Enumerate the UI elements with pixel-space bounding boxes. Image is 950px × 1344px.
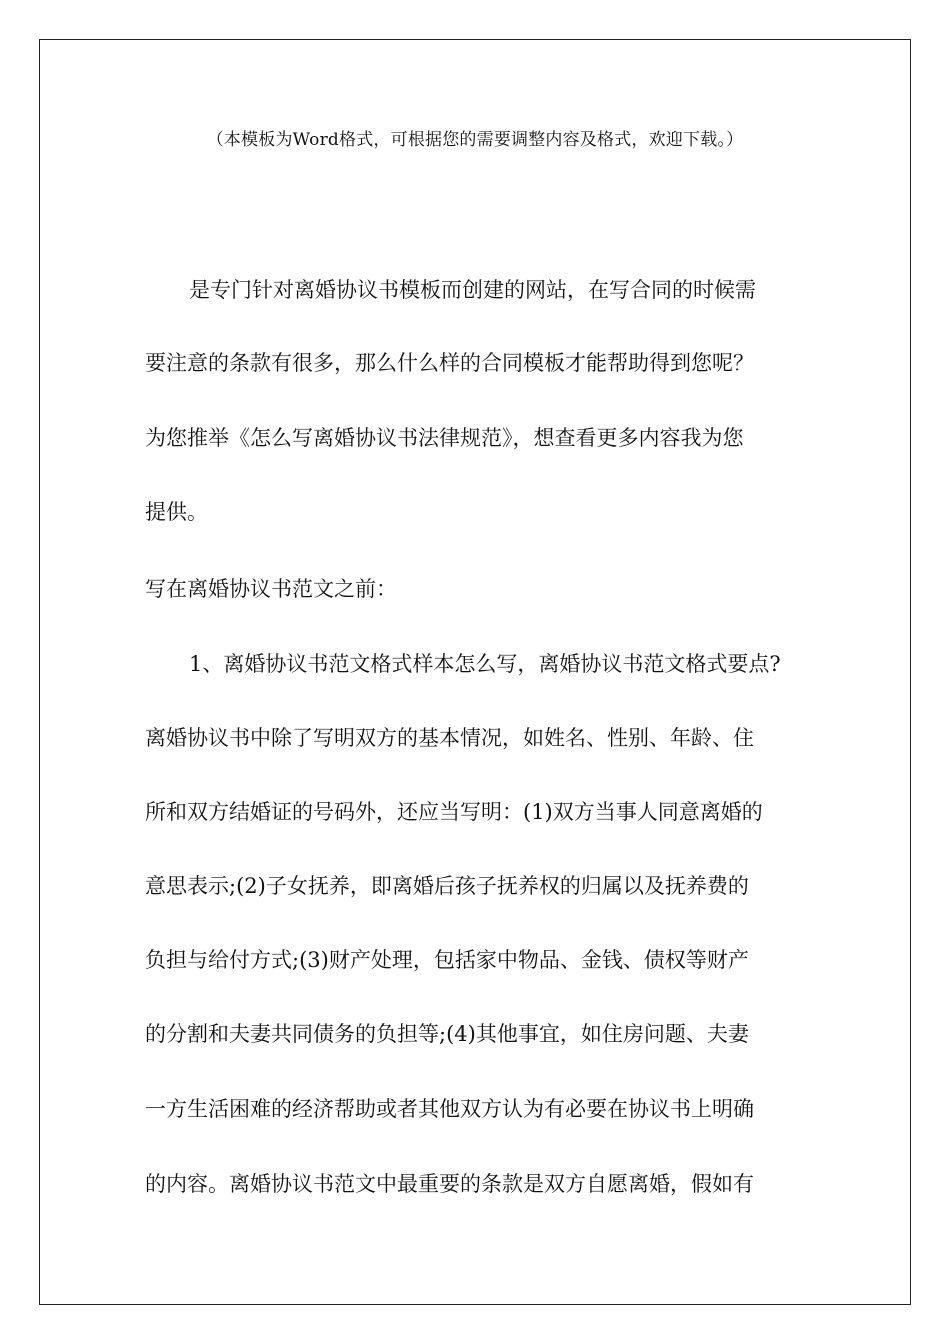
section-heading: 写在离婚协议书范文之前：	[145, 577, 397, 601]
paragraph-line-8: 负担与给付方式;(3)财产处理，包括家中物品、金钱、债权等财产	[145, 948, 749, 972]
paragraph-line-9: 的分割和夫妻共同债务的负担等;(4)其他事宜，如住房问题、夫妻	[145, 1022, 749, 1046]
list-item-1: 1、离婚协议书范文格式样本怎么写，离婚协议书范文格式要点?	[189, 652, 781, 676]
paragraph-line-11: 的内容。离婚协议书范文中最重要的条款是双方自愿离婚，假如有	[145, 1172, 754, 1196]
paragraph-line-3: 为您推举《怎么写离婚协议书法律规范》，想查看更多内容我为您	[145, 426, 744, 450]
paragraph-line-5: 离婚协议书中除了写明双方的基本情况，如姓名、性别、年龄、住	[145, 726, 754, 750]
paragraph-line-7: 意思表示;(2)子女抚养，即离婚后孩子抚养权的归属以及抚养费的	[145, 874, 749, 898]
paragraph-line-2: 要注意的条款有很多，那么什么样的合同模板才能帮助得到您呢？	[145, 351, 754, 375]
paragraph-line-1: 是专门针对离婚协议书模板而创建的网站，在写合同的时候需	[189, 278, 756, 302]
paragraph-line-6: 所和双方结婚证的号码外，还应当写明：(1)双方当事人同意离婚的	[145, 800, 763, 824]
paragraph-line-4: 提供。	[145, 500, 208, 524]
paragraph-line-10: 一方生活困难的经济帮助或者其他双方认为有必要在协议书上明确	[145, 1097, 754, 1121]
template-note: （本模板为Word格式，可根据您的需要调整内容及格式，欢迎下载。）	[206, 130, 744, 150]
